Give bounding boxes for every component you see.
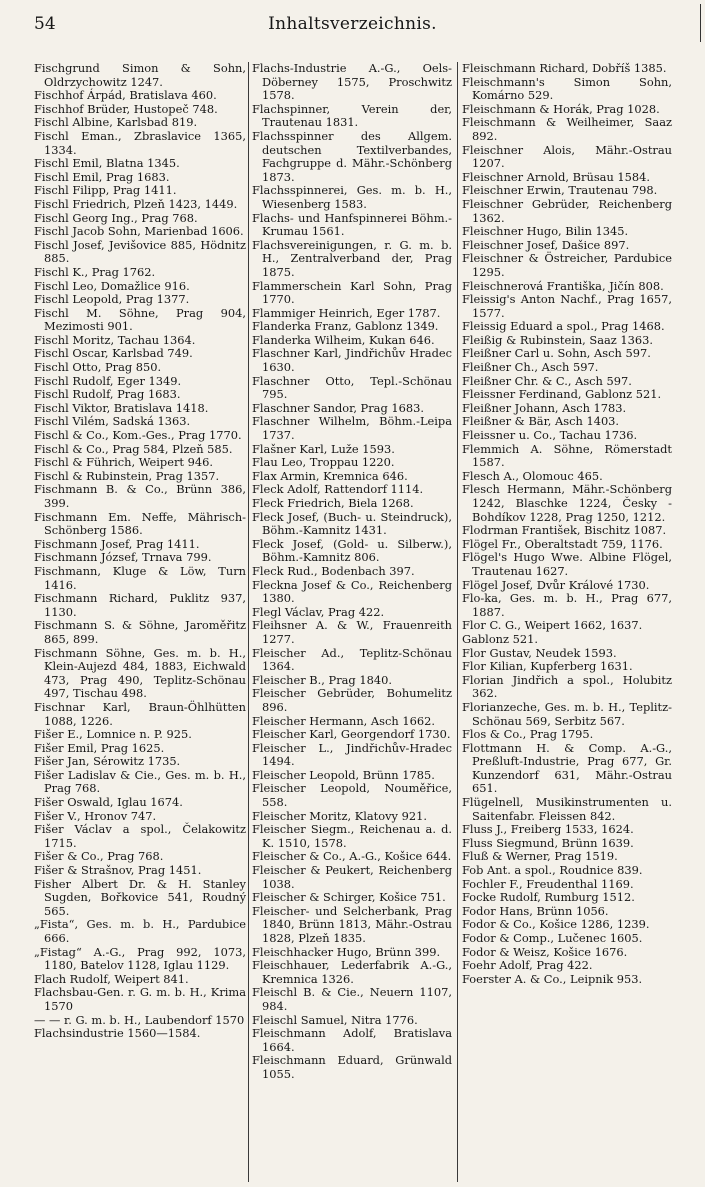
index-entry: Fleischer Hermann, Asch 1662.: [252, 713, 435, 728]
index-entry: Flor C. G., Weipert 1662, 1637.: [462, 618, 643, 633]
index-entry: Fleischer Leopold, Brünn 1785.: [252, 767, 435, 782]
index-entry: Foehr Adolf, Prag 422.: [462, 958, 593, 973]
index-entry: Fischl & Co., Kom.-Ges., Prag 1770.: [34, 428, 242, 443]
index-entry: Fleißner Ch., Asch 597.: [462, 360, 599, 375]
index-entry: Fodor & Co., Košice 1286, 1239.: [462, 917, 650, 932]
index-entry: Fleck Rud., Bodenbach 397.: [252, 563, 415, 578]
index-entry: Flanderka Wilheim, Kukan 646.: [252, 332, 435, 347]
index-entry: Fleischmann & Weilheimer, Saaz 892.: [462, 115, 672, 143]
index-entry: Fisher Albert Dr. & H. Stanley Sugden, Bořkovice 541, Roudný 565.: [34, 876, 246, 918]
index-entry: Flögel Fr., Oberaltstadt 759, 1176.: [462, 536, 663, 551]
index-column-1: [34, 62, 246, 1182]
index-entry: Fischl Leopold, Prag 1377.: [34, 292, 190, 307]
index-entry: Flesch Hermann, Mähr.-Schönberg 1242, Blaschke 1224, Česky - Bohdíkov 1228, Prag 1250, 1212.: [462, 482, 672, 524]
index-entry: Fischmann, Kluge & Löw, Turn 1416.: [34, 563, 246, 592]
column-divider: [248, 62, 249, 1182]
index-entry: Fleissig Eduard a spol., Prag 1468.: [462, 319, 665, 334]
index-entry: — — r. G. m. b. H., Laubendorf 1570: [34, 1012, 245, 1027]
index-entry: Fleischer & Peukert, Reichenberg 1038.: [252, 863, 452, 891]
index-entry: Flachsindustrie 1560—1584.: [34, 1026, 201, 1041]
index-entry: Fleischer Siegm., Reichenau a. d. K. 1510, 1578.: [252, 822, 452, 850]
index-column-2: [252, 62, 452, 1182]
index-entry: Fochler F., Freudenthal 1169.: [462, 876, 634, 891]
index-entry: Fischl Filipp, Prag 1411.: [34, 183, 177, 198]
index-entry: Fleischner Hugo, Bilin 1345.: [462, 224, 629, 239]
index-entry: Fleischner & Östreicher, Pardubice 1295.: [462, 251, 672, 279]
index-entry: Fleihsner A. & W., Frauenreith 1277.: [252, 618, 452, 646]
index-entry: Fischmann Em. Neffe, Mährisch-Schönberg 1586.: [34, 509, 246, 538]
index-entry: Fischl & Co., Prag 584, Plzeň 585.: [34, 441, 233, 456]
index-entry: Florian Jindřich a spol., Holubitz 362.: [462, 672, 672, 701]
index-entry: Fischmann József, Trnava 799.: [34, 550, 212, 565]
index-entry: Fodor & Weisz, Košice 1676.: [462, 944, 628, 959]
index-entry: Fišer Emil, Prag 1625.: [34, 740, 165, 755]
index-entry: Fluss Siegmund, Brünn 1639.: [462, 835, 634, 850]
index-entry: Fleckna Josef & Co., Reichenberg 1380.: [252, 577, 452, 606]
index-entry: Fleißner Johann, Asch 1783.: [462, 400, 627, 415]
index-entry: Fleissner u. Co., Tachau 1736.: [462, 428, 638, 443]
index-entry: Fleck Josef, (Buch- u. Steindruck), Böhm.-Kamnitz 1431.: [252, 509, 452, 538]
index-entry: Fleischner Gebrüder, Reichenberg 1362.: [462, 196, 672, 225]
index-entry: Fischgrund Simon & Sohn, Oldrzychowitz 1247.: [34, 62, 246, 89]
index-entry: Flaschner Karl, Jindřichův Hradec 1630.: [252, 346, 452, 375]
index-entry: Flach Rudolf, Weipert 841.: [34, 971, 189, 986]
index-entry: Fleck Josef, (Gold- u. Silberw.), Böhm.-Kamnitz 806.: [252, 536, 452, 565]
index-entry: Flaschner Otto, Tepl.-Schönau 795.: [252, 373, 452, 402]
index-entry: Fišer Ladislav & Cie., Ges. m. b. H., Prag 768.: [34, 767, 246, 796]
index-entry: Fischhof Árpád, Bratislava 460.: [34, 88, 217, 103]
index-entry: Fleck Adolf, Rattendorf 1114.: [252, 482, 424, 497]
index-entry: Fischl Leo, Domažlice 916.: [34, 278, 190, 293]
index-entry: Fleischer Leopold, Nouměřice, 558.: [252, 781, 452, 810]
index-entry: Fleischner Erwin, Trautenau 798.: [462, 183, 658, 198]
index-entry: Fischmann Richard, Puklitz 937, 1130.: [34, 591, 246, 619]
index-entry: Fleissig's Anton Nachf., Prag 1657, 1577.: [462, 292, 672, 320]
index-entry: Flachsvereinigungen, r. G. m. b. H., Zentralverband der, Prag 1875.: [252, 237, 452, 279]
index-entry: Fleissner Ferdinand, Gablonz 521.: [462, 387, 662, 402]
index-entry: Fleischhacker Hugo, Brünn 399.: [252, 944, 441, 959]
index-entry: Flügelnell, Musikinstrumenten u. Saitenfabr. Fleissen 842.: [462, 795, 672, 823]
index-entry: Fleischer Karl, Georgendorf 1730.: [252, 727, 451, 742]
index-entry: Fischl Eman., Zbraslavice 1365, 1334.: [34, 128, 246, 157]
index-entry: Fischmann Söhne, Ges. m. b. H., Klein-Aujezd 484, 1883, Eichwald 473, Prag 490, Teplitz-Schönau 497, Tischau 498.: [34, 645, 246, 701]
index-entry: Fischl Josef, Jevišovice 885, Hödnitz 885.: [34, 237, 246, 266]
index-entry: Fleischer- und Selcherbank, Prag 1840, Brünn 1813, Mähr.-Ostrau 1828, Plzeň 1835.: [252, 903, 452, 945]
index-entry: Flachs-Industrie A.-G., Oels-Döberney 1575, Proschwitz 1578.: [252, 62, 452, 103]
index-entry: Fišer Václav a spol., Čelakowitz 1715.: [34, 822, 246, 850]
index-entry: Fleischhauer, Lederfabrik A.-G., Kremnica 1326.: [252, 958, 452, 986]
index-entry: Gablonz 521.: [462, 631, 539, 646]
index-entry: Flachsspinnerei, Ges. m. b. H., Wiesenberg 1583.: [252, 183, 452, 211]
index-entry: Fischmann S. & Söhne, Jaroměřitz 865, 899.: [34, 618, 246, 646]
index-entry: Fleischmann Eduard, Grünwald 1055.: [252, 1053, 452, 1081]
index-entry: Fluss J., Freiberg 1533, 1624.: [462, 822, 634, 837]
index-entry: Foerster A. & Co., Leipnik 953.: [462, 971, 643, 986]
index-entry: Fleischer & Schirger, Košice 751.: [252, 890, 446, 905]
index-entry: Fluß & Werner, Prag 1519.: [462, 849, 618, 864]
index-entry: Flachsbau-Gen. r. G. m. b. H., Krima 1570: [34, 985, 246, 1013]
index-entry: Flo-ka, Ges. m. b. H., Prag 677, 1887.: [462, 591, 672, 619]
index-entry: Fischl & Rubinstein, Prag 1357.: [34, 468, 220, 483]
index-entry: Fischl Moritz, Tachau 1364.: [34, 332, 196, 347]
index-entry: Fischnar Karl, Braun-Öhlhütten 1088, 1226.: [34, 699, 246, 728]
index-column-3: [462, 62, 672, 1182]
index-entry: Fleißner Chr. & C., Asch 597.: [462, 373, 632, 388]
index-entry: Fleischer L., Jindřichův-Hradec 1494.: [252, 740, 452, 769]
column-divider: [457, 62, 458, 1182]
index-entry: Fischl Rudolf, Eger 1349.: [34, 373, 182, 388]
index-entry: Fischl K., Prag 1762.: [34, 264, 156, 279]
index-entry: Fischmann B. & Co., Brünn 386, 399.: [34, 482, 246, 510]
index-entry: „Fistag“ A.-G., Prag 992, 1073, 1180, Batelov 1128, Iglau 1129.: [34, 944, 246, 973]
index-entry: Fischl Emil, Blatna 1345.: [34, 156, 180, 171]
index-entry: Fischl & Führich, Weipert 946.: [34, 455, 213, 470]
page-title: Inhaltsverzeichnis.: [268, 14, 437, 34]
index-entry: Flaschner Sandor, Prag 1683.: [252, 400, 424, 415]
index-entry: Fleischmann Adolf, Bratislava 1664.: [252, 1026, 452, 1054]
index-entry: Fišer & Strašnov, Prag 1451.: [34, 863, 202, 878]
index-entry: Fišer V., Hronov 747.: [34, 808, 157, 823]
index-entry: Fleischmann & Horák, Prag 1028.: [462, 101, 660, 116]
index-entry: Fleischer Moritz, Klatovy 921.: [252, 808, 427, 823]
index-entry: Fišer E., Lomnice n. P. 925.: [34, 727, 192, 742]
index-entry: Flammiger Heinrich, Eger 1787.: [252, 305, 441, 320]
index-entry: Flodrman František, Bischitz 1087.: [462, 523, 667, 538]
index-entry: Fleischner Josef, Dašice 897.: [462, 237, 630, 252]
index-entry: Flos & Co., Prag 1795.: [462, 727, 594, 742]
page-header: [0, 0, 705, 46]
index-entry: Fischl Friedrich, Plzeň 1423, 1449.: [34, 196, 238, 211]
index-entry: Fleischer B., Prag 1840.: [252, 672, 392, 687]
index-entry: Fob Ant. a spol., Roudnice 839.: [462, 863, 643, 878]
page-edge-line: [700, 4, 701, 42]
index-entry: Fleischer Gebrüder, Bohumelitz 896.: [252, 686, 452, 714]
index-entry: Fleck Friedrich, Biela 1268.: [252, 496, 414, 510]
index-entry: Fleischer Ad., Teplitz-Schönau 1364.: [252, 645, 452, 674]
index-entry: „Fista“, Ges. m. b. H., Pardubice 666.: [34, 917, 246, 945]
index-entry: Fischmann Josef, Prag 1411.: [34, 536, 200, 551]
index-entry: Flachspinner, Verein der, Trautenau 1831.: [252, 101, 452, 130]
index-entry: Focke Rudolf, Rumburg 1512.: [462, 890, 635, 905]
index-entry: Fleißner & Bär, Asch 1403.: [462, 414, 620, 429]
index-entry: Fleischner Arnold, Brüsau 1584.: [462, 169, 651, 184]
index-entry: Fišer & Co., Prag 768.: [34, 849, 164, 864]
index-entry: Fleißner Carl u. Sohn, Asch 597.: [462, 346, 651, 361]
index-entry: Flemmich A. Söhne, Römerstadt 1587.: [462, 441, 672, 470]
index-entry: Fleischl Samuel, Nitra 1776.: [252, 1012, 418, 1027]
index-entry: Flor Gustav, Neudek 1593.: [462, 645, 617, 660]
index-entry: Fišer Oswald, Iglau 1674.: [34, 795, 183, 810]
index-entry: Flammerschein Karl Sohn, Prag 1770.: [252, 278, 452, 307]
index-entry: Fischl Viktor, Bratislava 1418.: [34, 400, 209, 415]
index-entry: Fischl Oscar, Karlsbad 749.: [34, 346, 193, 361]
index-entry: Fodor Hans, Brünn 1056.: [462, 903, 609, 918]
index-entry: Flegl Václav, Prag 422.: [252, 604, 385, 619]
index-entry: Fleischmann Richard, Dobříš 1385.: [462, 62, 667, 75]
index-entry: Flesch A., Olomouc 465.: [462, 468, 603, 483]
index-entry: Flanderka Franz, Gablonz 1349.: [252, 319, 439, 334]
index-entry: Fischl Vilém, Sadská 1363.: [34, 414, 191, 429]
index-entry: Fleißig & Rubinstein, Saaz 1363.: [462, 332, 654, 347]
index-entry: Florianzeche, Ges. m. b. H., Teplitz-Schönau 569, Serbitz 567.: [462, 699, 672, 728]
index-entry: Fleischmann's Simon Sohn, Komárno 529.: [462, 74, 672, 103]
index-entry: Fleischl B. & Cie., Neuern 1107, 984.: [252, 985, 452, 1013]
index-entry: Fischl Albine, Karlsbad 819.: [34, 115, 198, 130]
index-entry: Fleischner Alois, Mähr.-Ostrau 1207.: [462, 142, 672, 171]
index-entry: Fischl M. Söhne, Prag 904, Mezimosti 901.: [34, 305, 246, 334]
index-entry: Fišer Jan, Sérowitz 1735.: [34, 754, 181, 769]
index-entry: Fischl Emil, Prag 1683.: [34, 169, 170, 184]
index-entry: Flachsspinner des Allgem. deutschen Textilverbandes, Fachgruppe d. Mähr.-Schönberg 1873.: [252, 128, 452, 184]
index-entry: Fodor & Comp., Lučenec 1605.: [462, 931, 643, 945]
index-entry: Fleischer & Co., A.-G., Košice 644.: [252, 849, 452, 864]
index-entry: Flottmann H. & Comp. A.-G., Preßluft-Industrie, Prag 677, Gr. Kunzendorf 631, Mähr.-Ostrau 651.: [462, 740, 672, 796]
index-entry: Fischl Rudolf, Prag 1683.: [34, 387, 181, 402]
index-entry: Fischl Georg Ing., Prag 768.: [34, 210, 198, 225]
index-entry: Flögel Josef, Dvůr Králové 1730.: [462, 577, 650, 592]
index-entry: Flaschner Wilhelm, Böhm.-Leipa 1737.: [252, 414, 452, 443]
index-entry: Flax Armin, Kremnica 646.: [252, 468, 408, 483]
index-entry: Fischhof Brüder, Hustopeč 748.: [34, 101, 218, 116]
index-entry: Fischl Jacob Sohn, Marienbad 1606.: [34, 224, 244, 239]
index-entry: Fleischnerová Františka, Jičín 808.: [462, 278, 664, 293]
index-entry: Fischl Otto, Prag 850.: [34, 360, 162, 375]
index-entry: Flor Kilian, Kupferberg 1631.: [462, 659, 633, 674]
index-entry: Flau Leo, Troppau 1220.: [252, 455, 395, 470]
index-entry: Flachs- und Hanfspinnerei Böhm.-Krumau 1561.: [252, 210, 452, 239]
index-entry: Flašner Karl, Luže 1593.: [252, 441, 395, 456]
index-entry: Flögel's Hugo Wwe. Albine Flögel, Trautenau 1627.: [462, 550, 672, 578]
page-number: 54: [34, 14, 56, 34]
